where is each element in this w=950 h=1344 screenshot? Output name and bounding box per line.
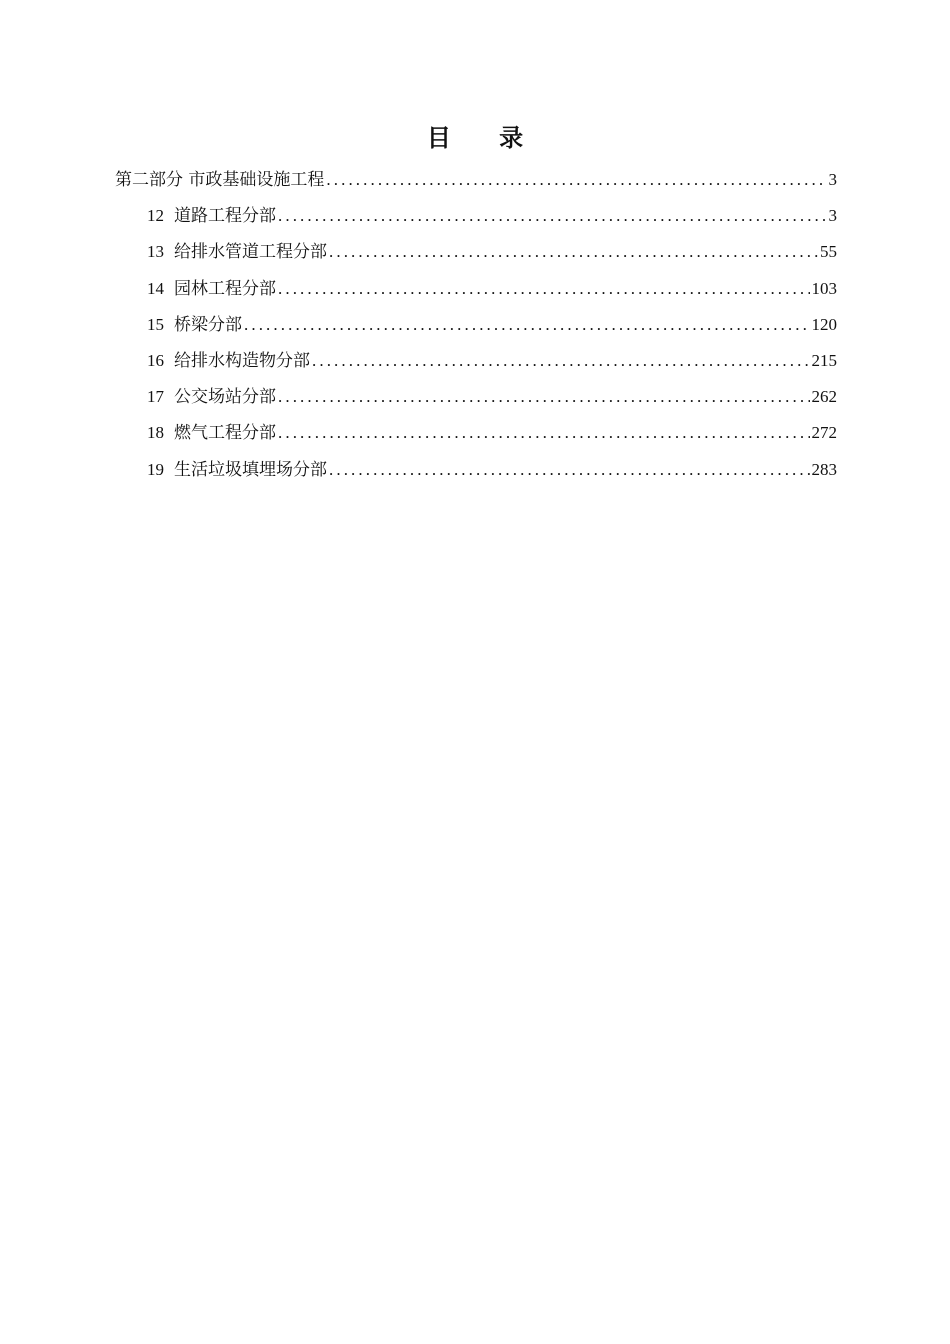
toc-leader-dots — [278, 198, 827, 234]
toc-entry-text: 第二部分 市政基础设施工程 — [115, 170, 325, 190]
toc-entry-number: 12 — [147, 206, 164, 226]
toc-page-number: 103 — [811, 278, 837, 298]
toc-entry-15[interactable] — [115, 307, 837, 343]
toc-entry-text: 园林工程分部 — [174, 278, 276, 299]
toc-entry-number: 13 — [147, 242, 164, 262]
toc-page-number: 283 — [811, 459, 837, 479]
toc-leader-dots — [244, 307, 810, 343]
toc-entry-17[interactable] — [115, 379, 837, 415]
toc-leader-dots — [312, 343, 810, 379]
toc-entry-number: 19 — [147, 459, 164, 479]
toc-page-number: 215 — [811, 350, 837, 370]
toc-entry-text: 燃气工程分部 — [174, 423, 276, 444]
toc-entry-number: 16 — [147, 350, 164, 370]
toc-page-number: 272 — [811, 423, 837, 443]
toc-entry-13[interactable] — [115, 234, 837, 270]
toc-entry-text: 生活垃圾填埋场分部 — [174, 459, 327, 480]
toc-page-number: 120 — [811, 314, 837, 334]
toc-entry-part-2[interactable] — [115, 162, 837, 198]
toc-entry-number: 17 — [147, 387, 164, 407]
toc-title: 目 录 — [426, 123, 544, 152]
toc-entry-text: 给排水管道工程分部 — [174, 242, 327, 263]
toc-leader-dots — [278, 415, 810, 451]
toc-page-number: 262 — [811, 387, 837, 407]
toc-entry-text: 给排水构造物分部 — [174, 350, 310, 371]
toc-entry-number: 18 — [147, 423, 164, 443]
toc-entry-number: 14 — [147, 278, 164, 298]
toc-entry-14[interactable] — [115, 271, 837, 307]
toc-entry-12[interactable] — [115, 198, 837, 234]
toc-entry-19[interactable] — [115, 452, 837, 488]
toc-entry-text: 公交场站分部 — [174, 387, 276, 408]
toc-entry-number: 15 — [147, 314, 164, 334]
toc-entry-text: 道路工程分部 — [174, 206, 276, 227]
toc-list — [115, 162, 837, 488]
toc-entry-18[interactable] — [115, 415, 837, 451]
toc-leader-dots — [278, 379, 810, 415]
toc-leader-dots — [329, 234, 818, 270]
toc-page-number: 3 — [828, 170, 837, 189]
toc-page-number: 55 — [820, 242, 837, 262]
toc-page-number: 3 — [828, 206, 837, 226]
toc-leader-dots — [278, 271, 810, 307]
toc-entry-16[interactable] — [115, 343, 837, 379]
toc-leader-dots — [326, 162, 826, 198]
toc-entry-text: 桥梁分部 — [174, 314, 242, 335]
toc-leader-dots — [329, 452, 810, 488]
